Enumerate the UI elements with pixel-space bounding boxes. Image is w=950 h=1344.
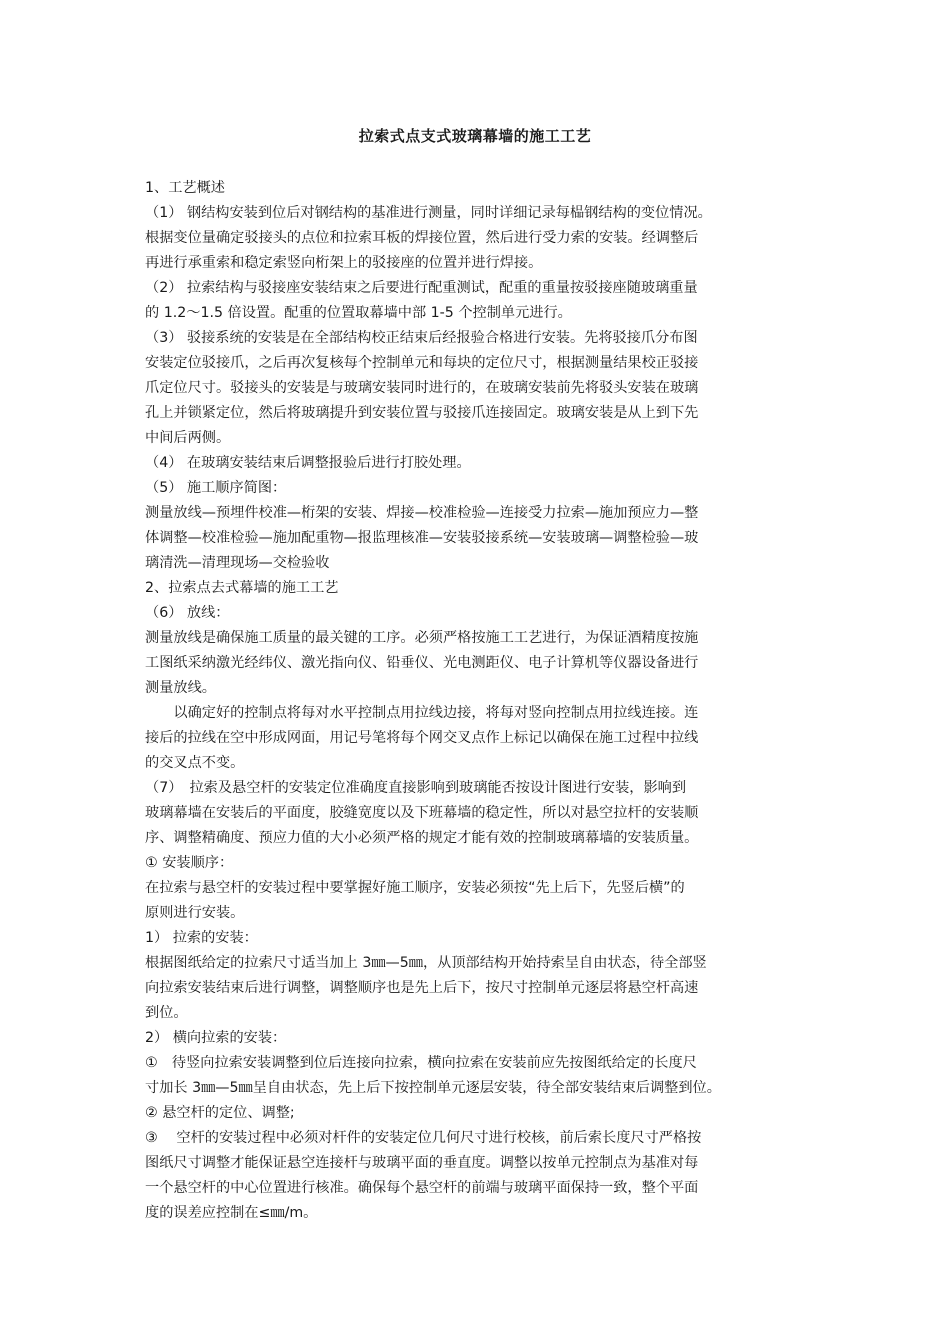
- body-text-line: 孔上并锁紧定位，然后将玻璃提升到安装位置与驳接爪连接固定。玻璃安装是从上到下先: [145, 405, 699, 421]
- body-text-line: 安装定位驳接爪，之后再次复核每个控制单元和每块的定位尺寸，根据测量结果校正驳接: [145, 355, 699, 371]
- body-text-line: 度的误差应控制在≤㎜/m。: [145, 1205, 318, 1221]
- body-text-line: 向拉索安装结束后进行调整，调整顺序也是先上后下，按尺寸控制单元逐层将悬空杆高速: [145, 980, 699, 996]
- body-text-line: （1） 钢结构安装到位后对钢结构的基准进行测量，同时详细记录每榀钢结构的变位情况。: [145, 205, 712, 221]
- body-text-line: （4） 在玻璃安装结束后调整报验后进行打胶处理。: [145, 455, 471, 471]
- body-text-line: 以确定好的控制点将每对水平控制点用拉线边接，将每对竖向控制点用拉线连接。连: [145, 705, 699, 721]
- body-text-line: 到位。: [145, 1005, 188, 1021]
- body-text-line: 的交叉点不变。: [145, 755, 245, 771]
- body-text-line: 玻璃幕墙在安装后的平面度，胶缝宽度以及下班幕墙的稳定性，所以对悬空拉杆的安装顺: [145, 805, 699, 821]
- body-text-line: 1） 拉索的安装：: [145, 930, 258, 946]
- body-text-line: 测量放线是确保施工质量的最关键的工序。必须严格按施工工艺进行，为保证酒精度按施: [145, 630, 699, 646]
- body-text-line: ① 待竖向拉索安装调整到位后连接向拉索，横向拉索在安装前应先按图纸给定的长度尺: [145, 1055, 697, 1071]
- document-body: [145, 176, 817, 1226]
- body-text-line: 再进行承重索和稳定索竖向桁架上的驳接座的位置并进行焊接。: [145, 255, 543, 271]
- body-text-line: 序、调整精确度、预应力值的大小必须严格的规定才能有效的控制玻璃幕墙的安装质量。: [145, 830, 699, 846]
- document-title: 拉索式点支式玻璃幕墙的施工工艺: [358, 127, 592, 145]
- body-text-line: ② 悬空杆的定位、调整;: [145, 1105, 295, 1121]
- body-text-line: 2） 横向拉索的安装：: [145, 1030, 287, 1046]
- body-text-line: （3） 驳接系统的安装是在全部结构校正结束后经报验合格进行安装。先将驳接爪分布图: [145, 330, 698, 346]
- body-text-line: 爪定位尺寸。驳接头的安装是与玻璃安装同时进行的，在玻璃安装前先将驳头安装在玻璃: [145, 380, 699, 396]
- body-text-line: 体调整—校准检验—施加配重物—报监理核准—安装驳接系统—安装玻璃—调整检验—玻: [145, 530, 699, 546]
- body-text-line: 2、拉索点去式幕墙的施工工艺: [145, 580, 339, 596]
- body-text-line: 原则进行安装。: [145, 905, 245, 921]
- body-text-line: 测量放线—预埋件校准—桁架的安装、焊接—校准检验—连接受力拉索—施加预应力—整: [145, 505, 699, 521]
- body-text-line: 测量放线。: [145, 680, 216, 696]
- body-text-line: 根据图纸给定的拉索尺寸适当加上 3㎜—5㎜，从顶部结构开始持索呈自由状态，待全部竖: [145, 955, 707, 971]
- body-text-line: （6） 放线：: [145, 605, 230, 621]
- body-text-line: （7） 拉索及悬空杆的安装定位准确度直接影响到玻璃能否按设计图进行安装，影响到: [145, 780, 687, 796]
- body-text-line: 1、工艺概述: [145, 180, 225, 196]
- body-text-line: 图纸尺寸调整才能保证悬空连接杆与玻璃平面的垂直度。调整以按单元控制点为基准对每: [145, 1155, 699, 1171]
- body-text-line: （2） 拉索结构与驳接座安装结束之后要进行配重测试，配重的重量按驳接座随玻璃重量: [145, 280, 698, 296]
- body-text-line: 在拉索与悬空杆的安装过程中要掌握好施工顺序，安装必须按“先上后下，先竖后横”的: [145, 880, 685, 896]
- body-text-line: 接后的拉线在空中形成网面，用记号笔将每个网交叉点作上标记以确保在施工过程中拉线: [145, 730, 699, 746]
- body-text-line: 工图纸采纳激光经纬仪、激光指向仪、铅垂仪、光电测距仪、电子计算机等仪器设备进行: [145, 655, 699, 671]
- body-text-line: （5） 施工顺序简图：: [145, 480, 287, 496]
- body-text-line: 璃清洗—清理现场—交检验收: [145, 555, 330, 571]
- body-text-line: 根据变位量确定驳接头的点位和拉索耳板的焊接位置，然后进行受力索的安装。经调整后: [145, 230, 699, 246]
- body-text-line: ③ 空杆的安装过程中必须对杆件的安装定位几何尺寸进行校核，前后索长度尺寸严格按: [145, 1130, 702, 1146]
- body-text-line: 的 1.2～1.5 倍设置。配重的位置取幕墙中部 1-5 个控制单元进行。: [145, 305, 572, 321]
- body-text-line: ① 安装顺序：: [145, 855, 234, 871]
- body-text-line: 寸加长 3㎜—5㎜呈自由状态，先上后下按控制单元逐层安装，待全部安装结束后调整到位。: [145, 1080, 721, 1096]
- body-text-line: 中间后两侧。: [145, 430, 231, 446]
- body-text-line: 一个悬空杆的中心位置进行核准。确保每个悬空杆的前端与玻璃平面保持一致，整个平面: [145, 1180, 699, 1196]
